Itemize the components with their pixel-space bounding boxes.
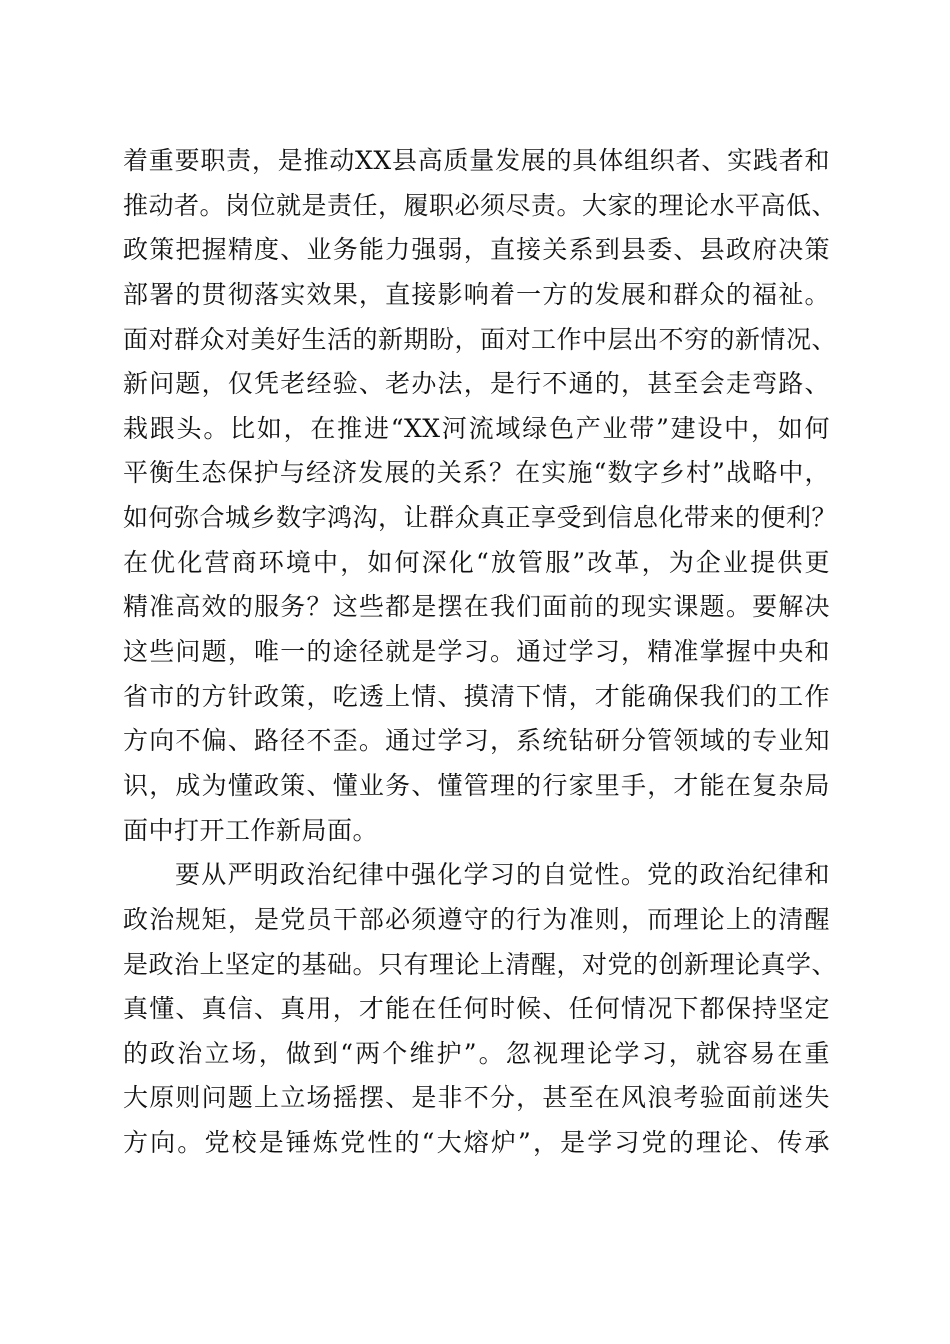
paragraph-2 <box>123 858 838 1170</box>
text-line: 大原则问题上立场摇摆、是非不分，甚至在风浪考验面前迷失 <box>123 1083 830 1113</box>
text-line: 的政治立场，做到“两个维护”。忽视理论学习，就容易在重 <box>123 1038 830 1068</box>
text-line: 如何弥合城乡数字鸿沟，让群众真正享受到信息化带来的便利？ <box>123 503 838 533</box>
text-line: 政治规矩，是党员干部必须遵守的行为准则，而理论上的清醒 <box>123 904 830 934</box>
text-line: 精准高效的服务？这些都是摆在我们面前的现实课题。要解决 <box>123 592 830 622</box>
text-line: 方向。党校是锤炼党性的“大熔炉”，是学习党的理论、传承 <box>123 1128 830 1158</box>
text-line: 平衡生态保护与经济发展的关系？在实施“数字乡村”战略中， <box>123 458 830 488</box>
text-line: 真懂、真信、真用，才能在任何时候、任何情况下都保持坚定 <box>123 994 830 1024</box>
paragraph-1 <box>123 144 838 858</box>
text-line: 栽跟头。比如，在推进“XX河流域绿色产业带”建设中，如何 <box>123 413 830 443</box>
text-line: 这些问题，唯一的途径就是学习。通过学习，精准掌握中央和 <box>123 637 830 667</box>
text-line: 推动者。岗位就是责任，履职必须尽责。大家的理论水平高低、 <box>123 190 838 220</box>
text-line: 面中打开工作新局面。 <box>123 815 379 845</box>
text-line: 方向不偏、路径不歪。通过学习，系统钻研分管领域的专业知 <box>123 726 830 756</box>
text-line: 着重要职责，是推动XX县高质量发展的具体组织者、实践者和 <box>123 146 830 175</box>
text-line: 是政治上坚定的基础。只有理论上清醒，对党的创新理论真学、 <box>123 949 838 979</box>
document-page <box>123 144 838 1171</box>
text-line: 识，成为懂政策、懂业务、懂管理的行家里手，才能在复杂局 <box>123 770 830 800</box>
text-line: 部署的贯彻落实效果，直接影响着一方的发展和群众的福祉。 <box>123 279 830 309</box>
text-line: 新问题，仅凭老经验、老办法，是行不通的，甚至会走弯路、 <box>123 369 830 399</box>
text-line: 在优化营商环境中，如何深化“放管服”改革，为企业提供更 <box>123 547 830 577</box>
text-line: 面对群众对美好生活的新期盼，面对工作中层出不穷的新情况、 <box>123 324 838 354</box>
text-line: 要从严明政治纪律中强化学习的自觉性。党的政治纪律和 <box>175 860 830 890</box>
text-line: 省市的方针政策，吃透上情、摸清下情，才能确保我们的工作 <box>123 681 830 711</box>
text-line: 政策把握精度、业务能力强弱，直接关系到县委、县政府决策 <box>123 235 830 265</box>
